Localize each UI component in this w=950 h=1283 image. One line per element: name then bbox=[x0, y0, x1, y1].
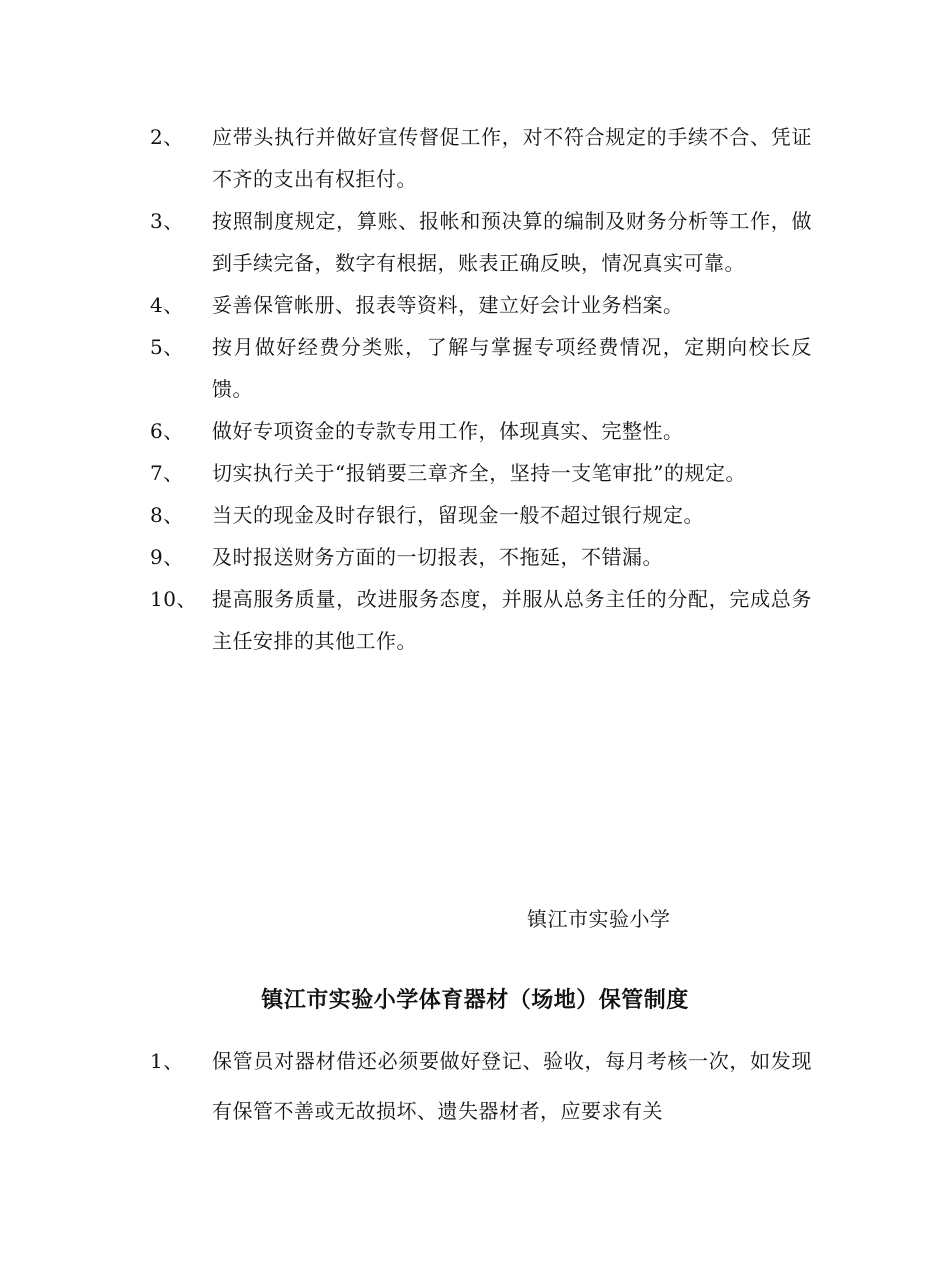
item-text: 按月做好经费分类账，了解与掌握专项经费情况，定期向校长反馈。 bbox=[212, 335, 812, 401]
item-number: 8、 bbox=[150, 503, 184, 527]
item-text: 提高服务质量，改进服务态度，并服从总务主任的分配，完成总务主任安排的其他工作。 bbox=[212, 587, 812, 653]
list-item bbox=[150, 1036, 850, 1136]
item-number: 1、 bbox=[150, 1049, 184, 1073]
item-text: 应带头执行并做好宣传督促工作，对不符合规定的手续不合、凭证不齐的支出有权拒付。 bbox=[212, 125, 812, 191]
list-item bbox=[150, 452, 830, 494]
item-number: 7、 bbox=[150, 461, 184, 485]
item-text: 按照制度规定，算账、报帐和预决算的编制及财务分析等工作，做到手续完备，数字有根据，账表正确反映，情况真实可靠。 bbox=[212, 209, 812, 275]
equipment-rules-list bbox=[150, 1036, 850, 1136]
item-text: 及时报送财务方面的一切报表，不拖延，不错漏。 bbox=[212, 545, 663, 569]
list-item bbox=[150, 326, 830, 410]
item-number: 3、 bbox=[150, 209, 184, 233]
item-number: 9、 bbox=[150, 545, 184, 569]
list-item bbox=[150, 410, 830, 452]
item-number: 2、 bbox=[150, 125, 184, 149]
school-signature: 镇江市实验小学 bbox=[527, 907, 671, 931]
item-text: 妥善保管帐册、报表等资料，建立好会计业务档案。 bbox=[212, 293, 684, 317]
list-item bbox=[150, 536, 830, 578]
list-item bbox=[150, 284, 830, 326]
list-item bbox=[150, 578, 830, 662]
item-number: 4、 bbox=[150, 293, 184, 317]
item-text: 做好专项资金的专款专用工作，体现真实、完整性。 bbox=[212, 419, 684, 443]
list-item bbox=[150, 116, 830, 200]
finance-duties-list bbox=[150, 116, 830, 662]
item-number: 6、 bbox=[150, 419, 184, 443]
section-title: 镇江市实验小学体育器材（场地）保管制度 bbox=[261, 988, 689, 1013]
item-text: 保管员对器材借还必须要做好登记、验收，每月考核一次，如发现有保管不善或无故损坏、遗失器材者，应要求有关 bbox=[212, 1049, 812, 1123]
item-number: 5、 bbox=[150, 335, 184, 359]
item-text: 当天的现金及时存银行，留现金一般不超过银行规定。 bbox=[212, 503, 704, 527]
item-text: 切实执行关于“报销要三章齐全，坚持一支笔审批”的规定。 bbox=[212, 461, 746, 485]
list-item bbox=[150, 200, 830, 284]
item-number: 10、 bbox=[150, 587, 197, 611]
list-item bbox=[150, 494, 830, 536]
